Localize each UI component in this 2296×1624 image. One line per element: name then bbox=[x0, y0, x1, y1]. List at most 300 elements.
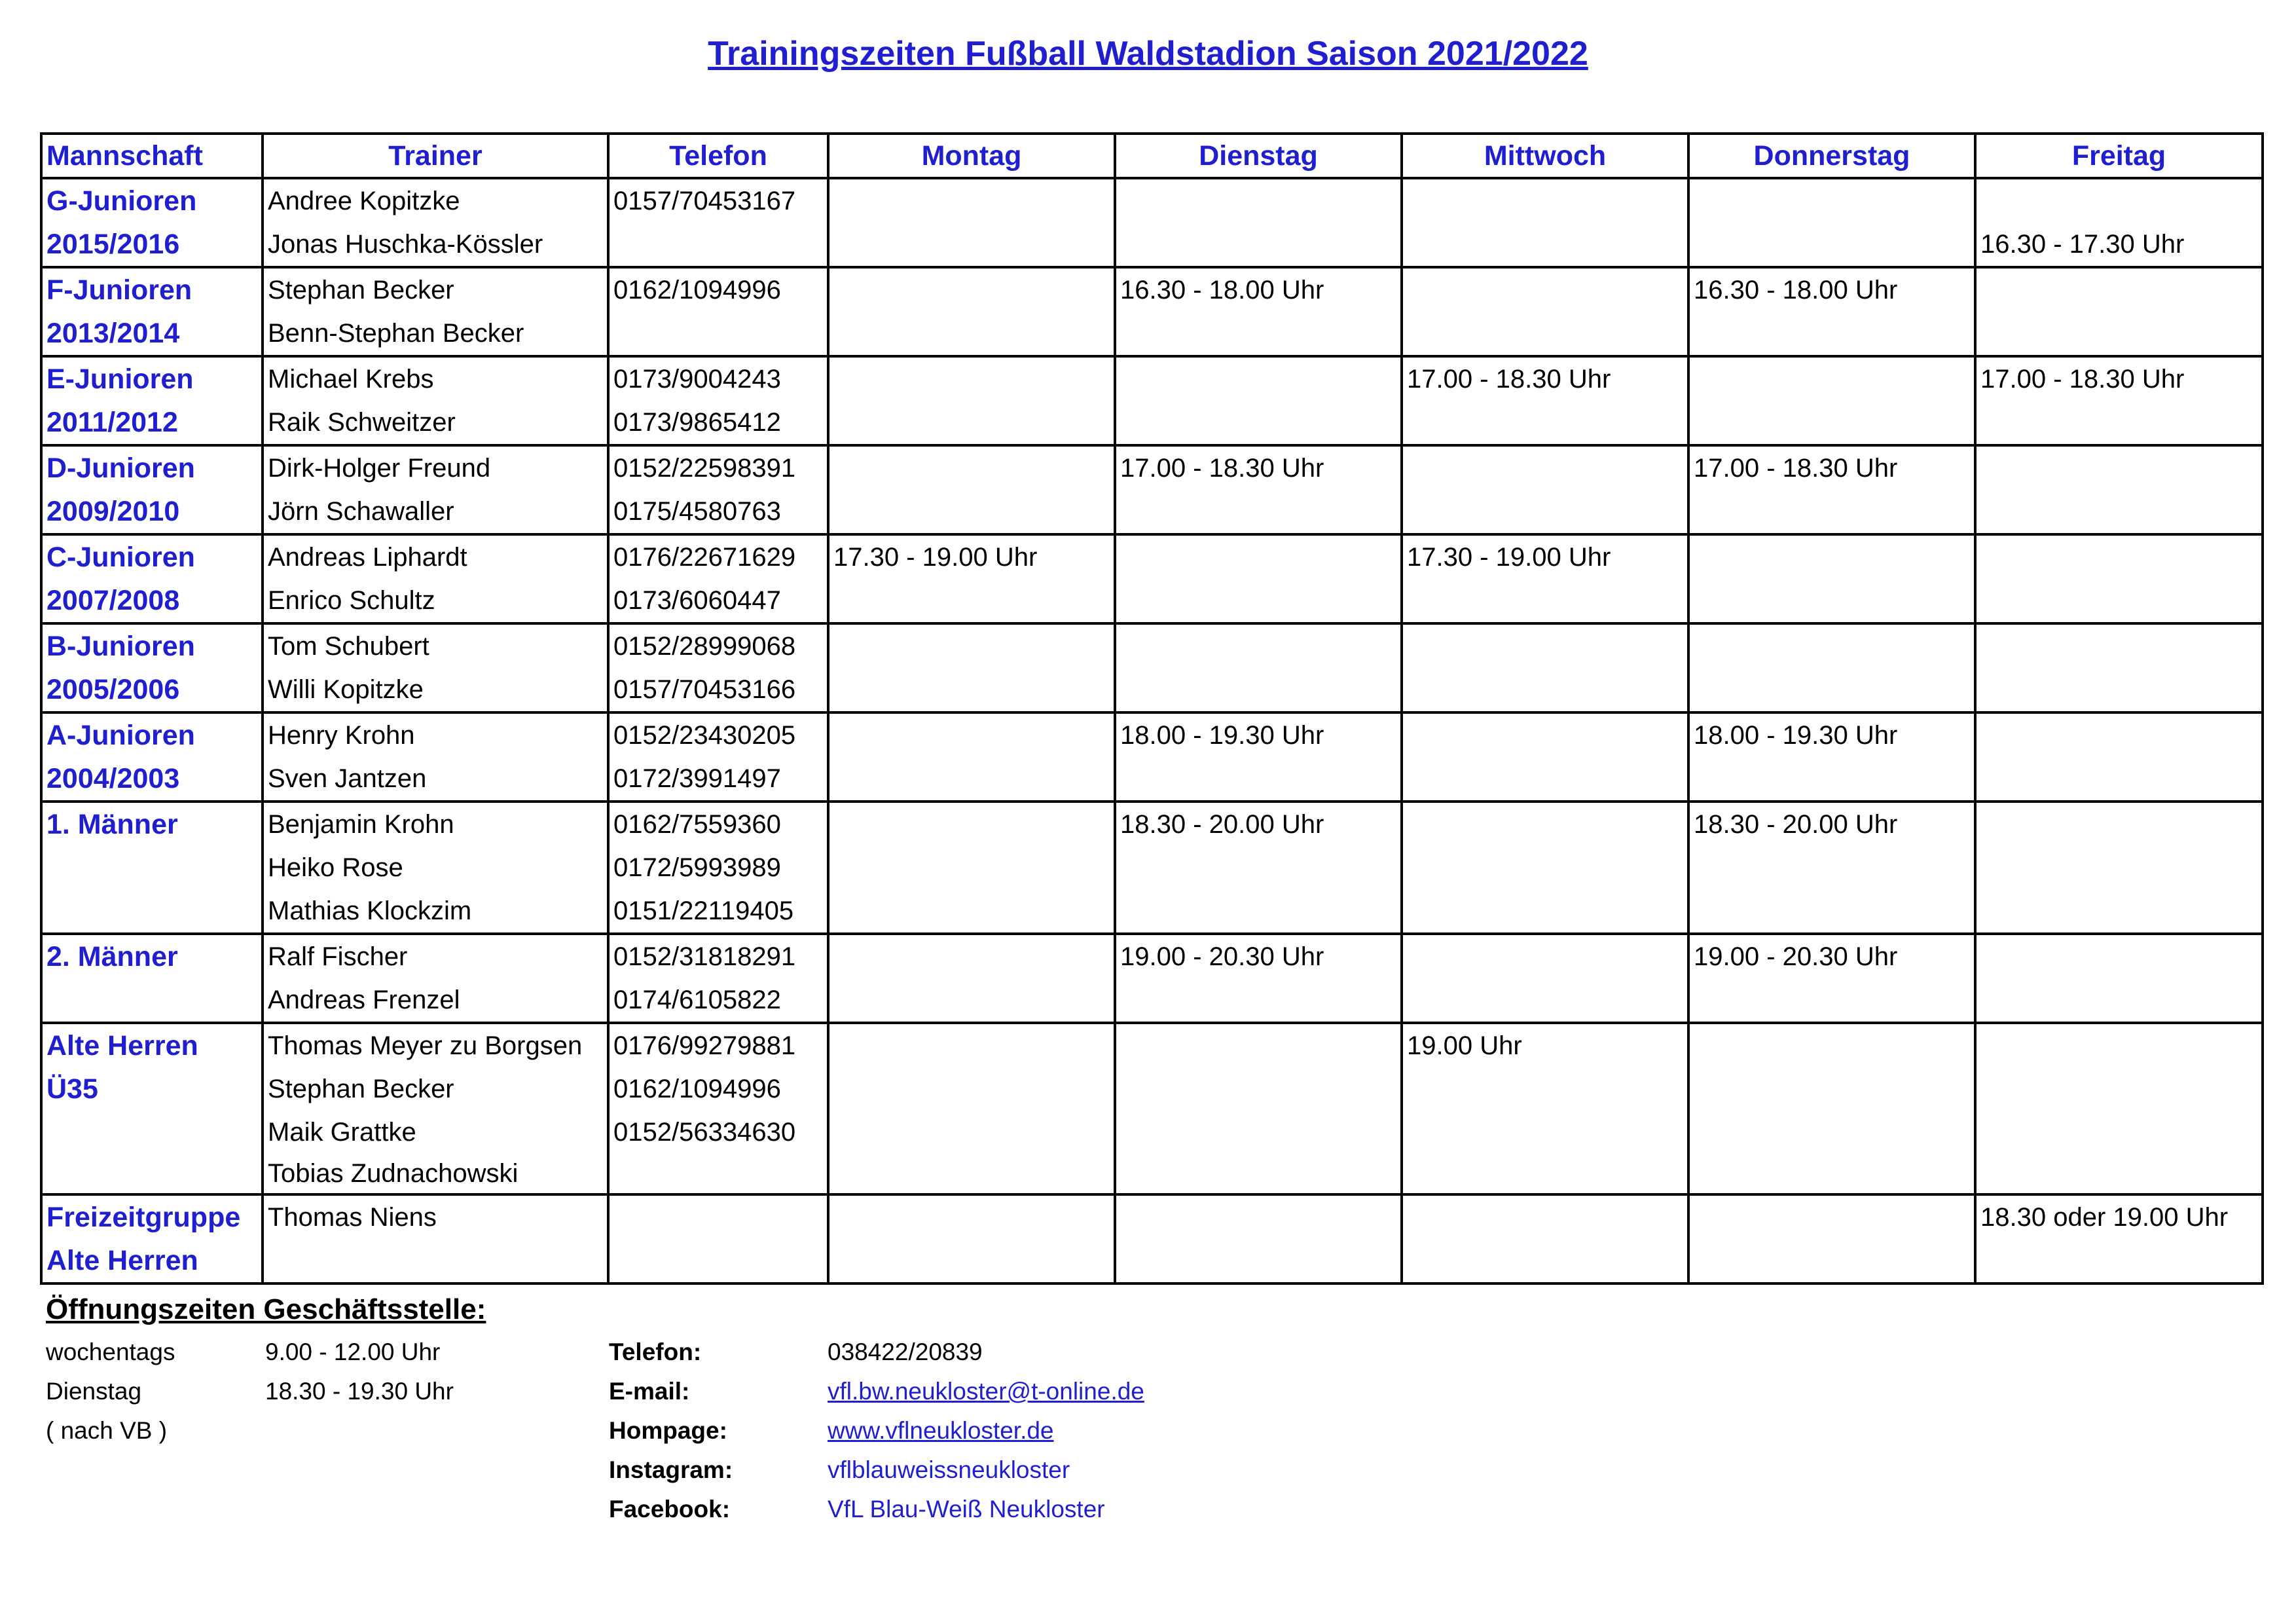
donnerstag-cell bbox=[1688, 178, 1975, 267]
trainer-line: Tom Schubert bbox=[268, 632, 429, 661]
montag-line: 17.30 - 19.00 Uhr bbox=[833, 543, 1038, 572]
trainer-cell bbox=[263, 1023, 608, 1194]
team-cell bbox=[41, 802, 263, 934]
freitag-cell bbox=[1975, 178, 2263, 267]
montag-line bbox=[833, 846, 1110, 889]
table-row bbox=[41, 267, 2263, 356]
freitag-line: 18.30 oder 19.00 Uhr bbox=[1980, 1203, 2229, 1232]
montag-cell bbox=[828, 267, 1115, 356]
mittwoch-line bbox=[1407, 935, 1683, 978]
team-line: B-Junioren bbox=[46, 631, 195, 662]
phone-cell bbox=[608, 712, 828, 802]
mittwoch-line bbox=[1407, 846, 1683, 889]
montag-line bbox=[833, 358, 1110, 401]
mittwoch-line bbox=[1407, 757, 1683, 800]
freitag-line bbox=[1980, 536, 2257, 579]
phone-line bbox=[613, 312, 823, 355]
trainer-line: Benn-Stephan Becker bbox=[268, 319, 524, 348]
team-cell bbox=[41, 1023, 263, 1194]
trainer-cell bbox=[263, 712, 608, 802]
phone-line: 0172/3991497 bbox=[613, 764, 781, 793]
team-line: E-Junioren bbox=[46, 363, 194, 395]
mittwoch-line bbox=[1407, 268, 1683, 312]
trainer-line: Tobias Zudnachowski bbox=[268, 1159, 519, 1188]
dienstag-line bbox=[1120, 312, 1396, 355]
team-line bbox=[46, 889, 257, 932]
phone-cell bbox=[608, 445, 828, 534]
column-header-telefon: Telefon bbox=[608, 134, 828, 178]
trainer-line: Thomas Niens bbox=[268, 1203, 437, 1232]
freitag-line: 17.00 - 18.30 Uhr bbox=[1980, 365, 2185, 394]
team-line: D-Junioren bbox=[46, 452, 195, 484]
dienstag-line bbox=[1120, 1067, 1396, 1111]
phone-cell bbox=[608, 1194, 828, 1283]
team-cell bbox=[41, 934, 263, 1023]
mittwoch-line bbox=[1407, 447, 1683, 490]
donnerstag-line bbox=[1694, 1111, 1970, 1154]
dienstag-cell bbox=[1115, 1023, 1402, 1194]
freitag-line bbox=[1980, 846, 2257, 889]
phone-line: 0152/28999068 bbox=[613, 632, 796, 661]
office-day-tuesday: Dienstag bbox=[46, 1378, 142, 1405]
montag-line bbox=[833, 579, 1110, 622]
freitag-line bbox=[1980, 889, 2257, 932]
phone-line bbox=[613, 1239, 823, 1282]
trainer-line: Stephan Becker bbox=[268, 276, 454, 304]
donnerstag-cell bbox=[1688, 267, 1975, 356]
trainer-line: Andreas Frenzel bbox=[268, 986, 460, 1014]
phone-cell bbox=[608, 623, 828, 712]
mittwoch-line bbox=[1407, 312, 1683, 355]
contact-value-instagram: vflblauweissneukloster bbox=[828, 1456, 1070, 1483]
freitag-line bbox=[1980, 1067, 2257, 1111]
freitag-cell bbox=[1975, 1023, 2263, 1194]
montag-line bbox=[833, 714, 1110, 757]
contact-label-facebook: Facebook: bbox=[609, 1496, 731, 1522]
montag-cell bbox=[828, 356, 1115, 445]
mittwoch-cell bbox=[1402, 712, 1688, 802]
column-header-freitag: Freitag bbox=[1975, 134, 2263, 178]
mittwoch-line bbox=[1407, 490, 1683, 533]
donnerstag-cell bbox=[1688, 623, 1975, 712]
contact-label-telefon: Telefon: bbox=[609, 1338, 702, 1365]
contact-label-instagram: Instagram: bbox=[609, 1456, 733, 1483]
freitag-line: 16.30 - 17.30 Uhr bbox=[1980, 230, 2185, 259]
trainer-line: Raik Schweitzer bbox=[268, 408, 456, 437]
column-header-mittwoch: Mittwoch bbox=[1402, 134, 1688, 178]
dienstag-line bbox=[1120, 846, 1396, 889]
mittwoch-line bbox=[1407, 714, 1683, 757]
donnerstag-line bbox=[1694, 312, 1970, 355]
office-hours-heading: Öffnungszeiten Geschäftsstelle: bbox=[46, 1293, 486, 1325]
trainer-line: Sven Jantzen bbox=[268, 764, 427, 793]
office-day-note: ( nach VB ) bbox=[46, 1417, 168, 1444]
phone-cell bbox=[608, 534, 828, 623]
dienstag-line bbox=[1120, 978, 1396, 1022]
contact-value-homepage-link[interactable]: www.vflneukloster.de bbox=[828, 1417, 1054, 1444]
dienstag-line: 18.30 - 20.00 Uhr bbox=[1120, 810, 1324, 839]
montag-line bbox=[833, 889, 1110, 932]
montag-line bbox=[833, 1067, 1110, 1111]
phone-line: 0175/4580763 bbox=[613, 497, 781, 526]
trainer-line: Willi Kopitzke bbox=[268, 675, 424, 704]
office-day-weekdays: wochentags bbox=[46, 1338, 175, 1365]
trainer-line: Stephan Becker bbox=[268, 1075, 454, 1103]
donnerstag-cell bbox=[1688, 1023, 1975, 1194]
freitag-line bbox=[1980, 579, 2257, 622]
team-line bbox=[46, 978, 257, 1022]
phone-cell bbox=[608, 356, 828, 445]
table-row bbox=[41, 534, 2263, 623]
mittwoch-line bbox=[1407, 179, 1683, 223]
team-line: Freizeitgruppe bbox=[46, 1202, 241, 1233]
montag-cell bbox=[828, 178, 1115, 267]
freitag-cell bbox=[1975, 934, 2263, 1023]
column-header-donnerstag: Donnerstag bbox=[1688, 134, 1975, 178]
freitag-line bbox=[1980, 714, 2257, 757]
montag-line bbox=[833, 803, 1110, 846]
freitag-line bbox=[1980, 1239, 2257, 1282]
team-line: 2004/2003 bbox=[46, 763, 180, 794]
column-header-mannschaft: Mannschaft bbox=[41, 134, 263, 178]
phone-line bbox=[613, 223, 823, 266]
dienstag-line bbox=[1120, 579, 1396, 622]
dienstag-line bbox=[1120, 757, 1396, 800]
donnerstag-cell bbox=[1688, 445, 1975, 534]
montag-line bbox=[833, 401, 1110, 444]
montag-line bbox=[833, 490, 1110, 533]
column-header-dienstag: Dienstag bbox=[1115, 134, 1402, 178]
table-row bbox=[41, 1194, 2263, 1283]
mittwoch-cell bbox=[1402, 1023, 1688, 1194]
table-body bbox=[41, 178, 2263, 1283]
phone-line: 0157/70453167 bbox=[613, 187, 796, 215]
column-header-trainer: Trainer bbox=[263, 134, 608, 178]
donnerstag-line bbox=[1694, 889, 1970, 932]
mittwoch-cell bbox=[1402, 445, 1688, 534]
phone-line: 0176/99279881 bbox=[613, 1031, 796, 1060]
mittwoch-line bbox=[1407, 668, 1683, 711]
phone-cell bbox=[608, 934, 828, 1023]
team-cell bbox=[41, 178, 263, 267]
montag-line bbox=[833, 1111, 1110, 1154]
trainer-cell bbox=[263, 178, 608, 267]
table-row bbox=[41, 623, 2263, 712]
table-header-row bbox=[41, 134, 2263, 178]
phone-line: 0152/23430205 bbox=[613, 721, 796, 750]
phone-cell bbox=[608, 1023, 828, 1194]
dienstag-line bbox=[1120, 490, 1396, 533]
contact-value-email-link[interactable]: vfl.bw.neukloster@t-online.de bbox=[828, 1378, 1144, 1405]
montag-cell bbox=[828, 1194, 1115, 1283]
freitag-line bbox=[1980, 978, 2257, 1022]
team-cell bbox=[41, 623, 263, 712]
team-line: 2011/2012 bbox=[46, 407, 178, 438]
montag-line bbox=[833, 1239, 1110, 1282]
trainer-line bbox=[268, 1239, 603, 1282]
contact-label-homepage: Hompage: bbox=[609, 1417, 727, 1444]
freitag-cell bbox=[1975, 712, 2263, 802]
donnerstag-cell bbox=[1688, 934, 1975, 1023]
donnerstag-line bbox=[1694, 490, 1970, 533]
trainer-line: Enrico Schultz bbox=[268, 586, 435, 615]
table-row bbox=[41, 934, 2263, 1023]
team-line: 1. Männer bbox=[46, 809, 178, 840]
team-line: 2007/2008 bbox=[46, 585, 180, 616]
team-cell bbox=[41, 1194, 263, 1283]
donnerstag-line bbox=[1694, 1154, 1970, 1193]
freitag-line bbox=[1980, 401, 2257, 444]
trainer-line: Jonas Huschka-Kössler bbox=[268, 230, 543, 259]
freitag-line bbox=[1980, 490, 2257, 533]
phone-line: 0176/22671629 bbox=[613, 543, 796, 572]
trainer-line: Heiko Rose bbox=[268, 853, 403, 882]
freitag-cell bbox=[1975, 802, 2263, 934]
team-line: 2005/2006 bbox=[46, 674, 180, 705]
phone-line: 0173/9004243 bbox=[613, 365, 781, 394]
donnerstag-line bbox=[1694, 179, 1970, 223]
dienstag-line bbox=[1120, 1239, 1396, 1282]
dienstag-line bbox=[1120, 358, 1396, 401]
phone-line: 0151/22119405 bbox=[613, 896, 794, 925]
contact-label-email: E-mail: bbox=[609, 1378, 690, 1405]
donnerstag-line bbox=[1694, 401, 1970, 444]
phone-line: 0162/7559360 bbox=[613, 810, 781, 839]
trainer-cell bbox=[263, 934, 608, 1023]
mittwoch-line bbox=[1407, 579, 1683, 622]
dienstag-line bbox=[1120, 889, 1396, 932]
team-line: G-Junioren bbox=[46, 185, 197, 217]
mittwoch-cell bbox=[1402, 934, 1688, 1023]
team-line: A-Junioren bbox=[46, 720, 195, 751]
table-row bbox=[41, 445, 2263, 534]
freitag-line bbox=[1980, 1111, 2257, 1154]
trainer-line: Dirk-Holger Freund bbox=[268, 454, 491, 483]
phone-line: 0152/31818291 bbox=[613, 942, 796, 971]
trainer-cell bbox=[263, 356, 608, 445]
montag-line bbox=[833, 1196, 1110, 1239]
donnerstag-line bbox=[1694, 223, 1970, 266]
freitag-line bbox=[1980, 447, 2257, 490]
trainer-line: Andreas Liphardt bbox=[268, 543, 467, 572]
montag-line bbox=[833, 978, 1110, 1022]
phone-cell bbox=[608, 178, 828, 267]
freitag-cell bbox=[1975, 356, 2263, 445]
freitag-cell bbox=[1975, 534, 2263, 623]
trainer-cell bbox=[263, 445, 608, 534]
montag-line bbox=[833, 223, 1110, 266]
mittwoch-line: 17.00 - 18.30 Uhr bbox=[1407, 365, 1611, 394]
montag-cell bbox=[828, 534, 1115, 623]
donnerstag-line bbox=[1694, 846, 1970, 889]
montag-line bbox=[833, 757, 1110, 800]
montag-cell bbox=[828, 712, 1115, 802]
team-line: C-Junioren bbox=[46, 542, 195, 573]
donnerstag-line bbox=[1694, 1239, 1970, 1282]
contact-value-facebook: VfL Blau-Weiß Neukloster bbox=[828, 1496, 1105, 1522]
office-time-tuesday: 18.30 - 19.30 Uhr bbox=[265, 1378, 454, 1405]
trainer-line: Henry Krohn bbox=[268, 721, 415, 750]
freitag-line bbox=[1980, 935, 2257, 978]
mittwoch-cell bbox=[1402, 802, 1688, 934]
phone-line: 0173/9865412 bbox=[613, 408, 781, 437]
dienstag-cell bbox=[1115, 623, 1402, 712]
dienstag-line bbox=[1120, 401, 1396, 444]
montag-line bbox=[833, 935, 1110, 978]
dienstag-line bbox=[1120, 625, 1396, 668]
montag-line bbox=[833, 268, 1110, 312]
team-cell bbox=[41, 534, 263, 623]
phone-line: 0162/1094996 bbox=[613, 1075, 781, 1103]
team-line: Ü35 bbox=[46, 1073, 98, 1105]
dienstag-line bbox=[1120, 179, 1396, 223]
team-line: Alte Herren bbox=[46, 1245, 198, 1276]
team-line: Alte Herren bbox=[46, 1030, 198, 1061]
montag-cell bbox=[828, 623, 1115, 712]
mittwoch-cell bbox=[1402, 356, 1688, 445]
table-row bbox=[41, 1023, 2263, 1194]
trainer-cell bbox=[263, 1194, 608, 1283]
donnerstag-line: 18.30 - 20.00 Uhr bbox=[1694, 810, 1898, 839]
donnerstag-line bbox=[1694, 668, 1970, 711]
freitag-line bbox=[1980, 625, 2257, 668]
mittwoch-line bbox=[1407, 889, 1683, 932]
dienstag-line: 18.00 - 19.30 Uhr bbox=[1120, 721, 1324, 750]
montag-line bbox=[833, 447, 1110, 490]
phone-cell bbox=[608, 802, 828, 934]
freitag-line bbox=[1980, 179, 2257, 223]
mittwoch-cell bbox=[1402, 534, 1688, 623]
trainer-line: Michael Krebs bbox=[268, 365, 434, 394]
freitag-cell bbox=[1975, 1194, 2263, 1283]
phone-line: 0152/56334630 bbox=[613, 1118, 796, 1147]
team-cell bbox=[41, 445, 263, 534]
freitag-line bbox=[1980, 1024, 2257, 1067]
mittwoch-cell bbox=[1402, 178, 1688, 267]
mittwoch-line: 19.00 Uhr bbox=[1407, 1031, 1522, 1060]
table-row bbox=[41, 712, 2263, 802]
montag-line bbox=[833, 1154, 1110, 1193]
donnerstag-line: 17.00 - 18.30 Uhr bbox=[1694, 454, 1898, 483]
trainer-cell bbox=[263, 623, 608, 712]
team-line: 2009/2010 bbox=[46, 496, 180, 527]
donnerstag-line bbox=[1694, 1024, 1970, 1067]
column-header-montag: Montag bbox=[828, 134, 1115, 178]
phone-line: 0152/22598391 bbox=[613, 454, 796, 483]
donnerstag-line: 16.30 - 18.00 Uhr bbox=[1694, 276, 1898, 304]
donnerstag-line: 18.00 - 19.30 Uhr bbox=[1694, 721, 1898, 750]
team-line bbox=[46, 1154, 257, 1193]
team-line: 2013/2014 bbox=[46, 318, 180, 349]
dienstag-cell bbox=[1115, 712, 1402, 802]
trainer-line: Mathias Klockzim bbox=[268, 896, 472, 925]
freitag-line bbox=[1980, 668, 2257, 711]
mittwoch-line bbox=[1407, 625, 1683, 668]
dienstag-cell bbox=[1115, 267, 1402, 356]
trainer-line: Jörn Schawaller bbox=[268, 497, 454, 526]
dienstag-line bbox=[1120, 536, 1396, 579]
team-line bbox=[46, 846, 257, 889]
page-title: Trainingszeiten Fußball Waldstadion Saison 2021/2022 bbox=[708, 35, 1588, 73]
dienstag-line bbox=[1120, 1024, 1396, 1067]
phone-line: 0174/6105822 bbox=[613, 986, 781, 1014]
donnerstag-line bbox=[1694, 358, 1970, 401]
dienstag-line: 19.00 - 20.30 Uhr bbox=[1120, 942, 1324, 971]
team-line: 2015/2016 bbox=[46, 229, 180, 260]
dienstag-cell bbox=[1115, 934, 1402, 1023]
freitag-cell bbox=[1975, 267, 2263, 356]
donnerstag-cell bbox=[1688, 802, 1975, 934]
trainer-cell bbox=[263, 802, 608, 934]
montag-line bbox=[833, 625, 1110, 668]
team-cell bbox=[41, 712, 263, 802]
donnerstag-line bbox=[1694, 1067, 1970, 1111]
donnerstag-line bbox=[1694, 579, 1970, 622]
mittwoch-line: 17.30 - 19.00 Uhr bbox=[1407, 543, 1611, 572]
trainer-line: Thomas Meyer zu Borgsen bbox=[268, 1031, 583, 1060]
donnerstag-line: 19.00 - 20.30 Uhr bbox=[1694, 942, 1898, 971]
mittwoch-line bbox=[1407, 978, 1683, 1022]
montag-line bbox=[833, 668, 1110, 711]
team-line: 2. Männer bbox=[46, 941, 178, 972]
office-time-weekdays: 9.00 - 12.00 Uhr bbox=[265, 1338, 441, 1365]
freitag-line bbox=[1980, 312, 2257, 355]
mittwoch-line bbox=[1407, 1067, 1683, 1111]
dienstag-line bbox=[1120, 1196, 1396, 1239]
mittwoch-line bbox=[1407, 1154, 1683, 1193]
donnerstag-cell bbox=[1688, 712, 1975, 802]
dienstag-line: 17.00 - 18.30 Uhr bbox=[1120, 454, 1324, 483]
donnerstag-line bbox=[1694, 536, 1970, 579]
freitag-line bbox=[1980, 1154, 2257, 1193]
mittwoch-line bbox=[1407, 1239, 1683, 1282]
dienstag-line bbox=[1120, 223, 1396, 266]
team-line: F-Junioren bbox=[46, 274, 192, 306]
donnerstag-line bbox=[1694, 757, 1970, 800]
freitag-cell bbox=[1975, 445, 2263, 534]
training-schedule-table bbox=[40, 132, 2264, 1285]
team-cell bbox=[41, 267, 263, 356]
mittwoch-cell bbox=[1402, 1194, 1688, 1283]
dienstag-cell bbox=[1115, 356, 1402, 445]
donnerstag-cell bbox=[1688, 534, 1975, 623]
phone-line: 0172/5993989 bbox=[613, 853, 781, 882]
dienstag-cell bbox=[1115, 534, 1402, 623]
phone-line: 0173/6060447 bbox=[613, 586, 781, 615]
montag-cell bbox=[828, 445, 1115, 534]
phone-line bbox=[613, 1196, 823, 1239]
mittwoch-line bbox=[1407, 803, 1683, 846]
freitag-line bbox=[1980, 803, 2257, 846]
montag-cell bbox=[828, 1023, 1115, 1194]
team-line bbox=[46, 1111, 257, 1154]
montag-line bbox=[833, 179, 1110, 223]
trainer-cell bbox=[263, 534, 608, 623]
donnerstag-line bbox=[1694, 1196, 1970, 1239]
dienstag-line bbox=[1120, 668, 1396, 711]
trainer-line: Maik Grattke bbox=[268, 1118, 416, 1147]
trainer-line: Ralf Fischer bbox=[268, 942, 408, 971]
donnerstag-line bbox=[1694, 978, 1970, 1022]
dienstag-line bbox=[1120, 1111, 1396, 1154]
mittwoch-cell bbox=[1402, 623, 1688, 712]
donnerstag-line bbox=[1694, 625, 1970, 668]
donnerstag-cell bbox=[1688, 356, 1975, 445]
montag-line bbox=[833, 1024, 1110, 1067]
dienstag-line: 16.30 - 18.00 Uhr bbox=[1120, 276, 1324, 304]
trainer-line: Benjamin Krohn bbox=[268, 810, 454, 839]
freitag-cell bbox=[1975, 623, 2263, 712]
